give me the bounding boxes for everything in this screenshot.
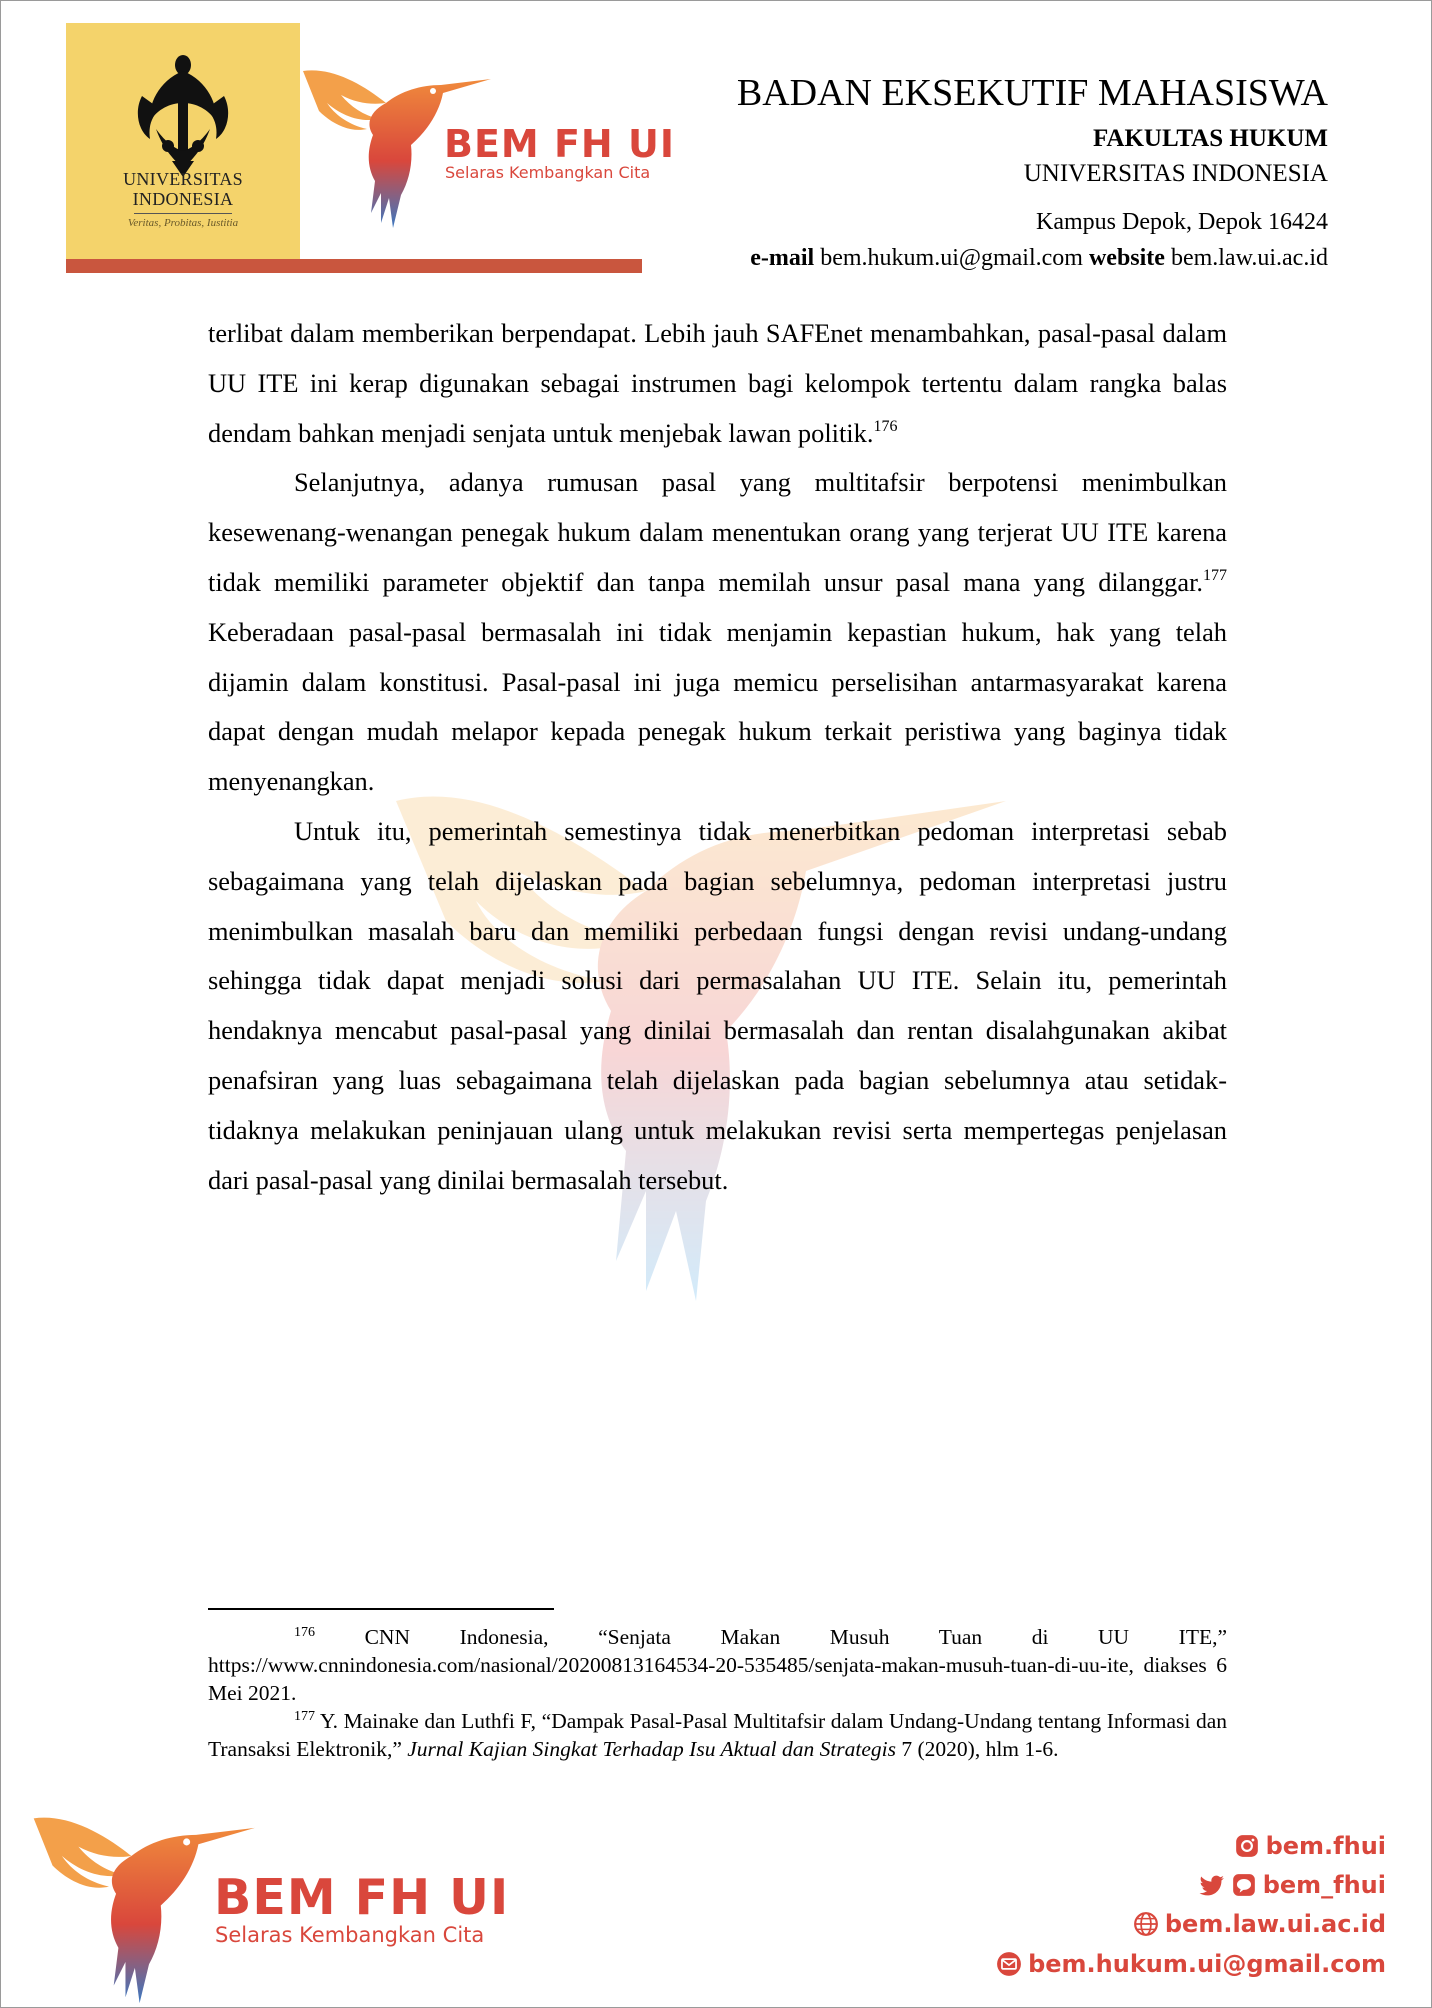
footnote-177-number: 177 (294, 1709, 315, 1724)
footnote-177-text-a: Y. Mainake dan Luthfi F, “Dampak Pasal-Pasal Multitafsir dalam Undang-Undang tentang Informasi dan Transaksi Elektronik,” (208, 1709, 1227, 1761)
website-link[interactable]: bem.law.ui.ac.id (1170, 245, 1328, 271)
twitter-icon (1199, 1872, 1225, 1898)
header-accent-bar (66, 259, 642, 273)
footer-logo-title: BEM FH UI (214, 1869, 510, 1926)
paragraph-1-text: terlibat dalam memberikan berpendapat. Lebih jauh SAFEnet menambahkan, pasal-pasal dalam UU ITE ini kerap digunakan sebagai instrumen bagi kelompok tertentu dalam rangka balas dendam bahkan menjadi senjata untuk menjebak lawan politik. (208, 318, 1227, 448)
org-name: BADAN EKSEKUTIF MAHASISWA (736, 72, 1328, 114)
footnote-ref-177[interactable]: 177 (1203, 566, 1227, 584)
footer-website[interactable] (1133, 1910, 1386, 1938)
footnote-177-journal: Jurnal Kajian Singkat Terhadap Isu Aktual dan Strategis (407, 1737, 897, 1761)
mail-icon (996, 1951, 1022, 1977)
makara-emblem-icon (128, 51, 238, 181)
university-logo-block (66, 23, 300, 273)
footnote-ref-176[interactable]: 176 (873, 417, 898, 435)
footnote-177-text-b: 7 (2020), hlm 1-6. (896, 1737, 1059, 1761)
footnote-176-text: CNN Indonesia, “Senjata Makan Musuh Tuan di UU ITE,” (364, 1625, 1227, 1649)
globe-icon (1133, 1911, 1159, 1937)
paragraph-1 (208, 309, 1227, 458)
line-icon (1231, 1872, 1257, 1898)
university-name: UNIVERSITAS INDONESIA (1023, 160, 1328, 187)
footnote-176-number: 176 (294, 1625, 315, 1640)
address: Kampus Depok, Depok 16424 (1036, 209, 1328, 235)
website-label: website (1088, 245, 1165, 271)
email-link[interactable]: bem.hukum.ui@gmail.com (820, 245, 1083, 271)
contact-line (750, 245, 1328, 272)
footnote-176-line (208, 1623, 1227, 1651)
twitter-line-handle[interactable] (1199, 1871, 1386, 1899)
footnotes (208, 1623, 1227, 1763)
paragraph-2-text-a: Selanjutnya, adanya rumusan pasal yang multitafsir berpotensi menimbulkan kesewenang-wenangan penegak hukum dalam menentukan orang yang terjerat UU ITE karena tidak memiliki parameter objektif dan tanpa memilah unsur pasal mana yang dilanggar. (208, 467, 1227, 597)
footnote-177 (208, 1707, 1227, 1763)
email-label: e-mail (750, 245, 815, 271)
paragraph-2 (208, 458, 1227, 807)
bem-logo-title: BEM FH UI (444, 122, 675, 166)
footnote-separator (208, 1608, 554, 1610)
footer-logo-tagline: Selaras Kembangkan Cita (215, 1923, 485, 1947)
body-text (208, 309, 1227, 1205)
university-name-line2: INDONESIA (132, 189, 234, 209)
instagram-icon (1234, 1833, 1260, 1859)
bem-logo-tagline: Selaras Kembangkan Cita (445, 163, 651, 182)
university-name-line1: UNIVERSITAS (123, 169, 243, 189)
instagram-handle[interactable] (1234, 1832, 1386, 1860)
twitter-line-handle-text: bem_fhui (1262, 1871, 1386, 1899)
footer-email-text: bem.hukum.ui@gmail.com (1028, 1950, 1386, 1978)
footer-email[interactable] (996, 1950, 1386, 1978)
instagram-handle-text: bem.fhui (1265, 1832, 1386, 1860)
footnote-176-access: , diakses 6 Mei 2021. (208, 1653, 1227, 1705)
faculty-name: FAKULTAS HUKUM (1093, 125, 1328, 152)
footnote-176-url[interactable]: https://www.cnnindonesia.com/nasional/20200813164534-20-535485/senjata-makan-musuh-tuan-di-uu-ite (208, 1653, 1129, 1677)
university-motto: Veritas, Probitas, Iustitia (127, 217, 239, 229)
paragraph-2-text-b: Keberadaan pasal-pasal bermasalah ini tidak menjamin kepastian hukum, hak yang telah dijamin dalam konstitusi. Pasal-pasal ini juga memicu perselisihan antarmasyarakat karena dapat dengan mudah melapor kepada penegak hukum terkait peristiwa yang baginya tidak menyenangkan. (208, 616, 1227, 797)
footer-website-text: bem.law.ui.ac.id (1164, 1910, 1386, 1938)
footnote-176-rest (208, 1651, 1227, 1707)
motto-divider (134, 213, 232, 214)
paragraph-3: Untuk itu, pemerintah semestinya tidak menerbitkan pedoman interpretasi sebab sebagaimana yang telah dijelaskan pada bagian sebelumnya, pedoman interpretasi justru menimbulkan masalah baru dan memiliki perbedaan fungsi dengan revisi undang-undang sehingga tidak dapat menjadi solusi dari permasalahan UU ITE. Selain itu, pemerintah hendaknya mencabut pasal-pasal yang dinilai bermasalah dan rentan disalahgunakan akibat penafsiran yang luas sebagaimana telah dijelaskan pada bagian sebelumnya atau setidak-tidaknya melakukan peninjauan ulang untuk melakukan revisi serta mempertegas penjelasan dari pasal-pasal yang dinilai bermasalah tersebut. (208, 815, 1227, 1195)
